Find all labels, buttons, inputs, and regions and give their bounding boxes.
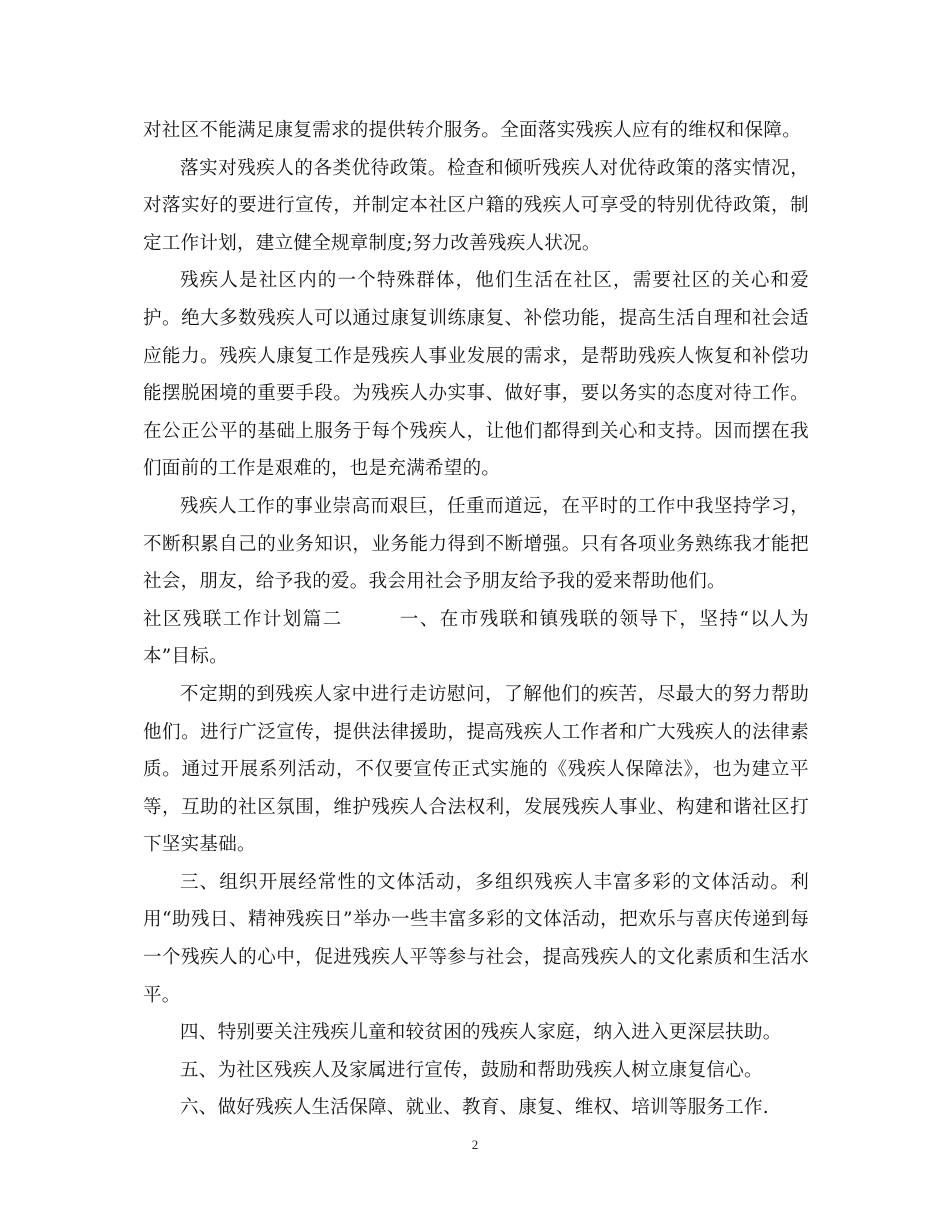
paragraph-6: 三、组织开展经常性的文体活动，多组织残疾人丰富多彩的文体活动。利用“助残日、精神残疾日”举办一些丰富多彩的文体活动，把欢乐与喜庆传递到每一个残疾人的心中，促进残疾人平等参与社会，提高残疾人的文化素质和生活水平。 xyxy=(143,871,809,1006)
document-body xyxy=(143,112,809,1127)
section-first-item: 一、在市残联和镇残联的领导下，坚持“以人为本”目标。 xyxy=(143,608,809,668)
paragraph-4: 残疾人工作的事业崇高而艰巨，任重而道远，在平时的工作中我坚持学习，不断积累自己的业务知识，业务能力得到不断增强。只有各项业务熟练我才能把社会，朋友，给予我的爱。我会用社会予朋友给予我的爱来帮助他们。 xyxy=(143,495,809,593)
paragraph-5: 不定期的到残疾人家中进行走访慰问，了解他们的疾苦，尽最大的努力帮助他们。进行广泛宣传，提供法律援助，提高残疾人工作者和广大残疾人的法律素质。通过开展系列活动，不仅要宣传正式实施的《残疾人保障法》，也为建立平等，互助的社区氛围，维护残疾人合法权利，发展残疾人事业、构建和谐社区打下坚实基础。 xyxy=(143,683,809,856)
paragraph-1: 对社区不能满足康复需求的提供转介服务。全面落实残疾人应有的维权和保障。 xyxy=(143,120,802,141)
paragraph-2: 落实对残疾人的各类优待政策。检查和倾听残疾人对优待政策的落实情况，对落实好的要进行宣传，并制定本社区户籍的残疾人可享受的特别优待政策，制定工作计划，建立健全规章制度;努力改善残疾人状况。 xyxy=(143,157,809,254)
paragraph-8: 五、为社区残疾人及家属进行宣传，鼓励和帮助残疾人树立康复信心。 xyxy=(180,1059,763,1081)
paragraph-3: 残疾人是社区内的一个特殊群体，他们生活在社区，需要社区的关心和爱护。绝大多数残疾人可以通过康复训练康复、补偿功能，提高生活自理和社会适应能力。残疾人康复工作是残疾人事业发展的需求，是帮助残疾人恢复和补偿功能摆脱困境的重要手段。为残疾人办实事、做好事，要以务实的态度对待工作。在公正公平的基础上服务于每个残疾人，让他们都得到关心和支持。因而摆在我们面前的工作是艰难的，也是充满希望的。 xyxy=(143,270,809,480)
paragraph-7: 四、特别要关注残疾儿童和较贫困的残疾人家庭，纳入进入更深层扶助。 xyxy=(180,1022,782,1044)
section-title: 社区残联工作计划篇二 xyxy=(143,608,343,630)
section-heading-line xyxy=(143,601,809,676)
page-number: 2 xyxy=(471,1137,479,1152)
paragraph-9: 六、做好残疾人生活保障、就业、教育、康复、维权、培训等服务工作. xyxy=(180,1097,769,1119)
